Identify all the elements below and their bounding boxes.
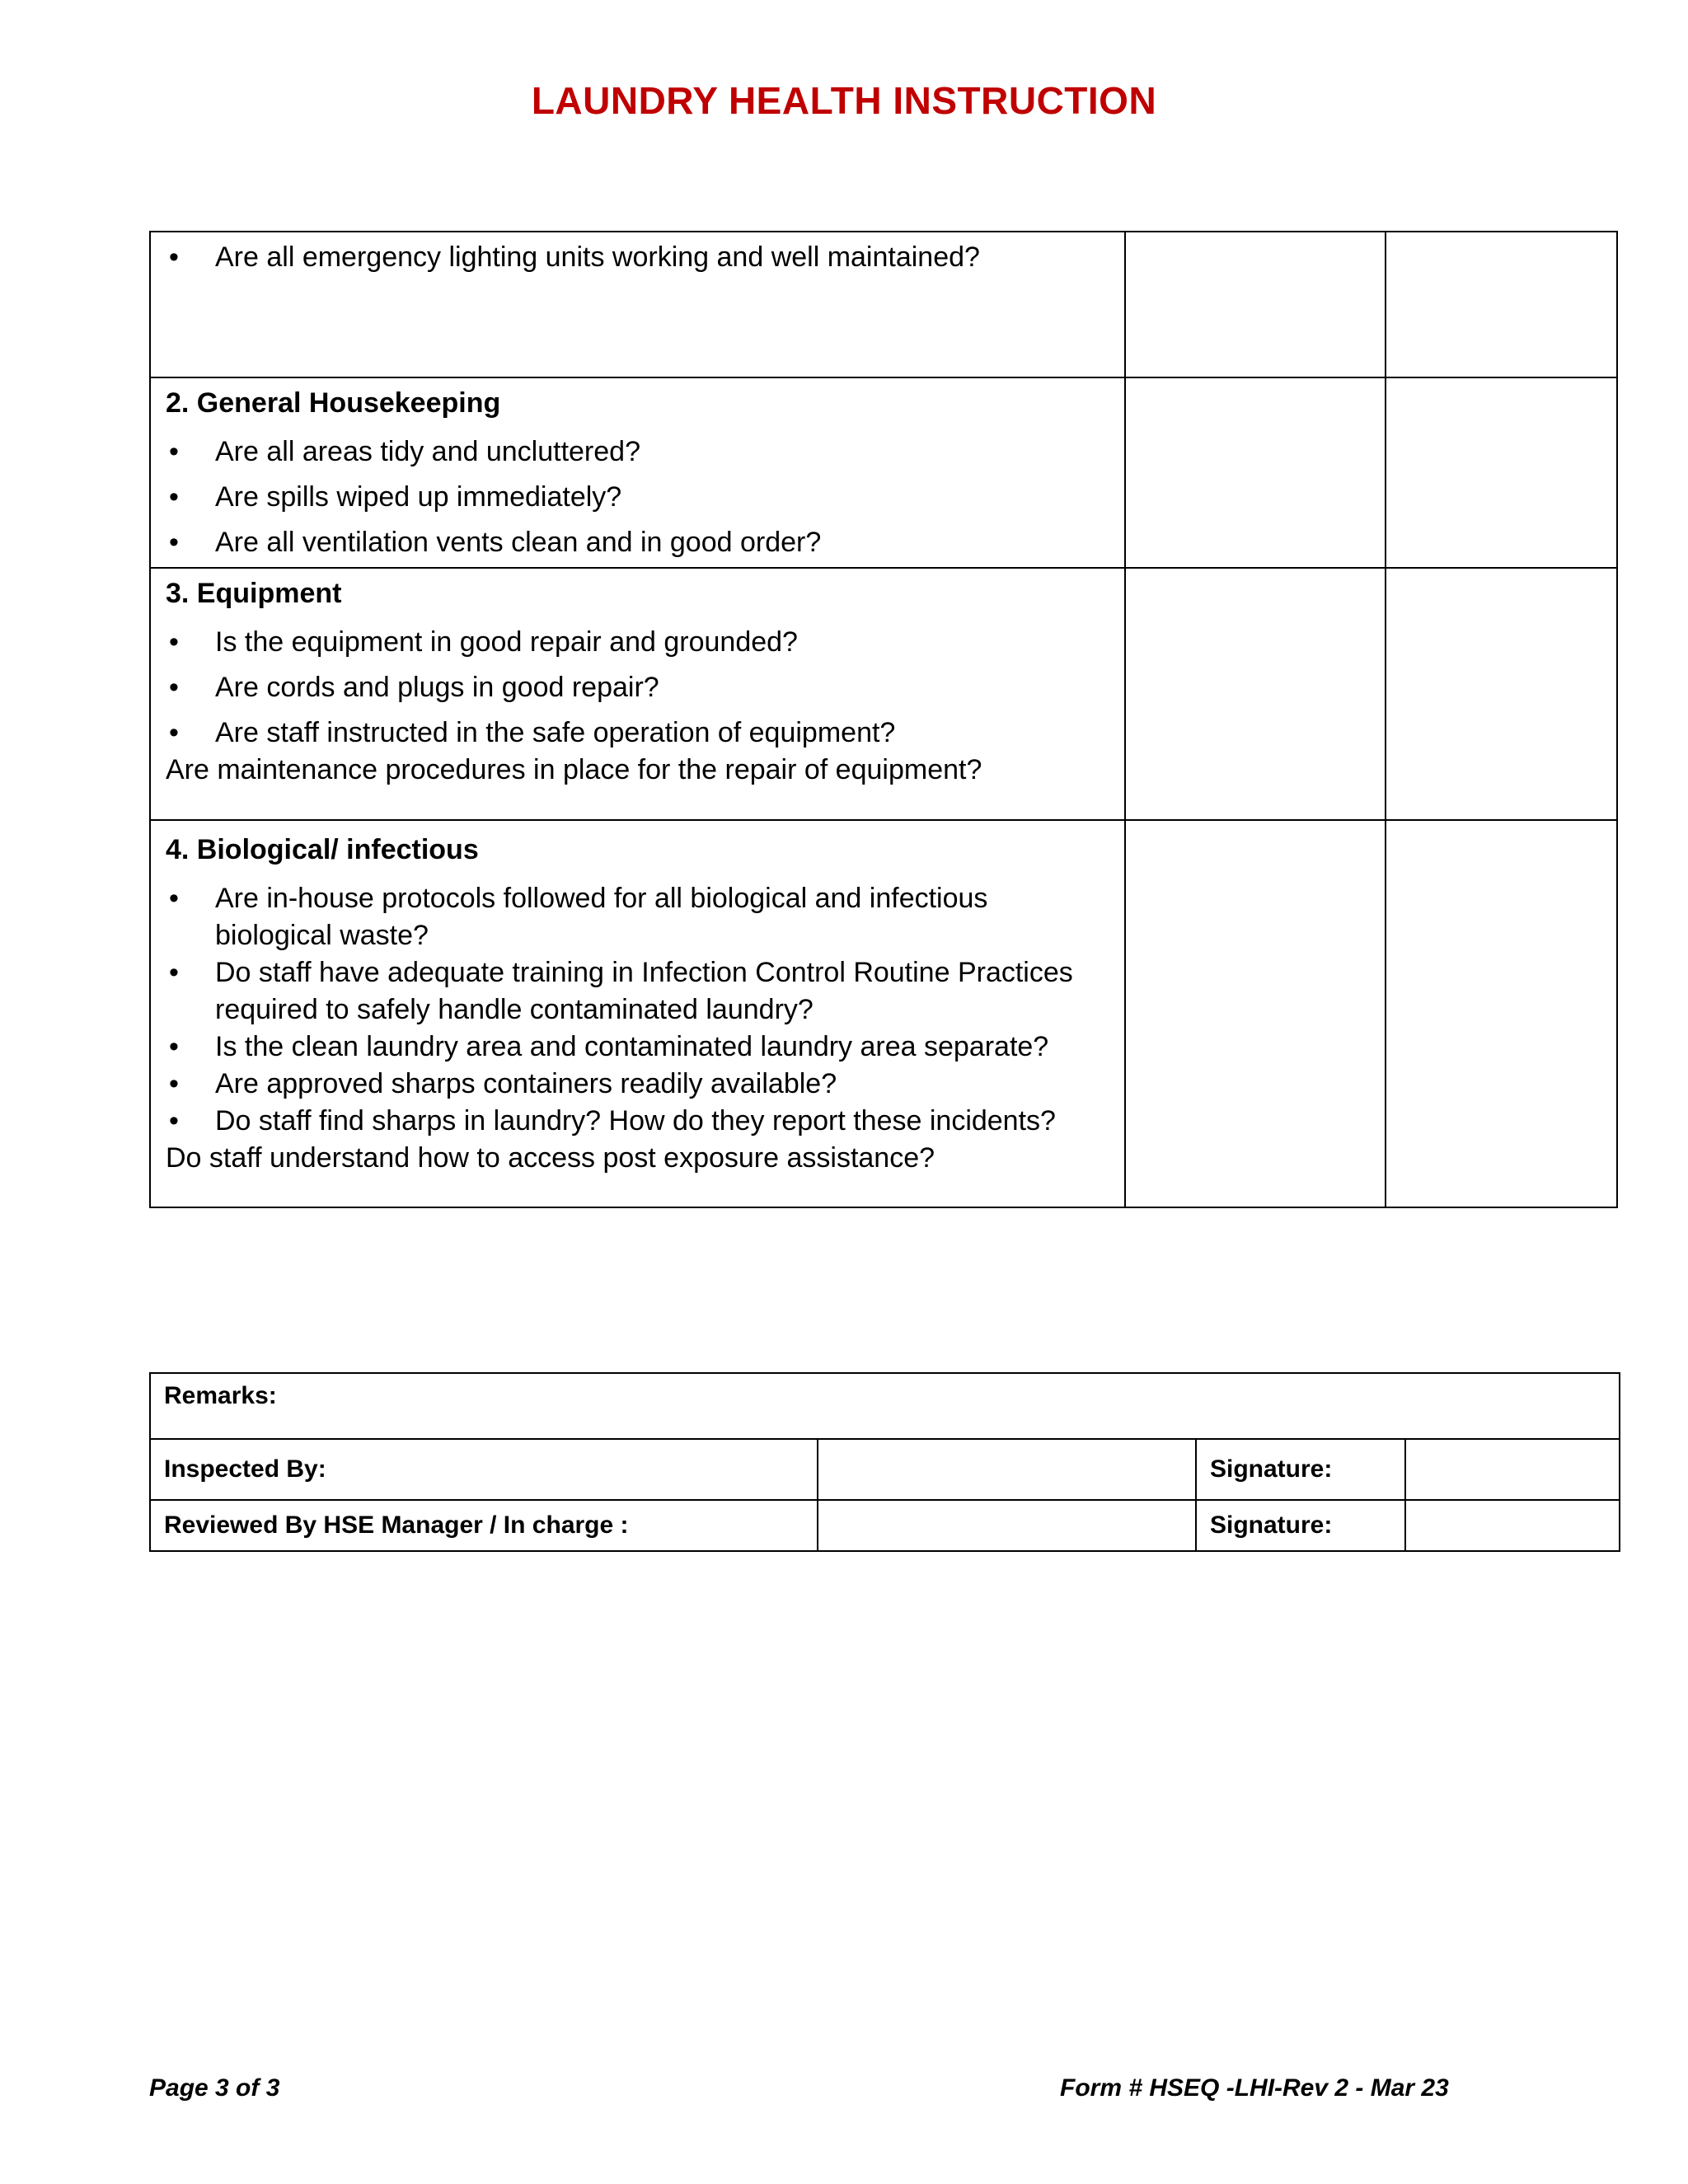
reviewed-by-row xyxy=(150,1500,1620,1551)
section-heading: 2. General Housekeeping xyxy=(166,387,501,419)
inspection-checklist-table xyxy=(149,231,1618,1208)
checklist-item: • Do staff find sharps in laundry? How do they report these incidents? xyxy=(166,1103,1111,1140)
inspected-by-label: Inspected By: xyxy=(150,1439,818,1500)
checklist-item: • Are spills wiped up immediately? xyxy=(166,479,1111,516)
checklist-item: • Are all emergency lighting units working and well maintained? xyxy=(166,239,1111,276)
status-cell[interactable] xyxy=(1125,568,1386,820)
reviewed-by-label: Reviewed By HSE Manager / In charge : xyxy=(150,1500,818,1551)
remarks-field[interactable] xyxy=(150,1373,1620,1439)
checklist-item: • Are staff instructed in the safe operation of equipment? xyxy=(166,715,1111,752)
question-cell xyxy=(150,820,1125,1207)
question-cell xyxy=(150,232,1125,377)
checklist-item: • Are cords and plugs in good repair? xyxy=(166,669,1111,706)
reviewer-signature-field[interactable] xyxy=(1405,1500,1620,1551)
section-heading: 4. Biological/ infectious xyxy=(166,834,479,865)
inspected-by-row xyxy=(150,1439,1620,1500)
checklist-row-biological xyxy=(150,820,1617,1207)
checklist-item: • Is the equipment in good repair and grounded? xyxy=(166,624,1111,661)
checklist-note: Are maintenance procedures in place for the repair of equipment? xyxy=(166,754,982,785)
comment-cell[interactable] xyxy=(1386,232,1617,377)
checklist-item: • Do staff have adequate training in Infection Control Routine Practices required to safely handle contaminated laundry? xyxy=(166,954,1111,1029)
checklist-item: • Are in-house protocols followed for all biological and infectious biological waste? xyxy=(166,880,1111,954)
checklist-item: • Are all ventilation vents clean and in good order? xyxy=(166,524,1111,561)
status-cell[interactable] xyxy=(1125,820,1386,1207)
checklist-item: • Is the clean laundry area and contaminated laundry area separate? xyxy=(166,1029,1111,1066)
form-number: Form # HSEQ -LHI-Rev 2 - Mar 23 xyxy=(1060,2074,1449,2102)
section-heading: 3. Equipment xyxy=(166,578,342,609)
signoff-table xyxy=(149,1372,1620,1552)
remarks-row xyxy=(150,1373,1620,1439)
status-cell[interactable] xyxy=(1125,232,1386,377)
question-cell xyxy=(150,377,1125,568)
comment-cell[interactable] xyxy=(1386,568,1617,820)
question-cell xyxy=(150,568,1125,820)
checklist-row-emergency-lighting xyxy=(150,232,1617,377)
checklist-item: • Are approved sharps containers readily available? xyxy=(166,1066,1111,1103)
checklist-row-housekeeping xyxy=(150,377,1617,568)
remarks-label: Remarks: xyxy=(164,1382,277,1409)
inspector-signature-field[interactable] xyxy=(1405,1439,1620,1500)
checklist-row-equipment xyxy=(150,568,1617,820)
signature-label: Signature: xyxy=(1196,1439,1405,1500)
inspected-by-field[interactable] xyxy=(818,1439,1196,1500)
page-number: Page 3 of 3 xyxy=(149,2074,280,2102)
comment-cell[interactable] xyxy=(1386,820,1617,1207)
signature-label: Signature: xyxy=(1196,1500,1405,1551)
reviewed-by-field[interactable] xyxy=(818,1500,1196,1551)
status-cell[interactable] xyxy=(1125,377,1386,568)
checklist-item: • Are all areas tidy and uncluttered? xyxy=(166,434,1111,471)
checklist-note: Do staff understand how to access post exposure assistance? xyxy=(166,1142,935,1174)
page-title: LAUNDRY HEALTH INSTRUCTION xyxy=(531,79,1157,122)
comment-cell[interactable] xyxy=(1386,377,1617,568)
